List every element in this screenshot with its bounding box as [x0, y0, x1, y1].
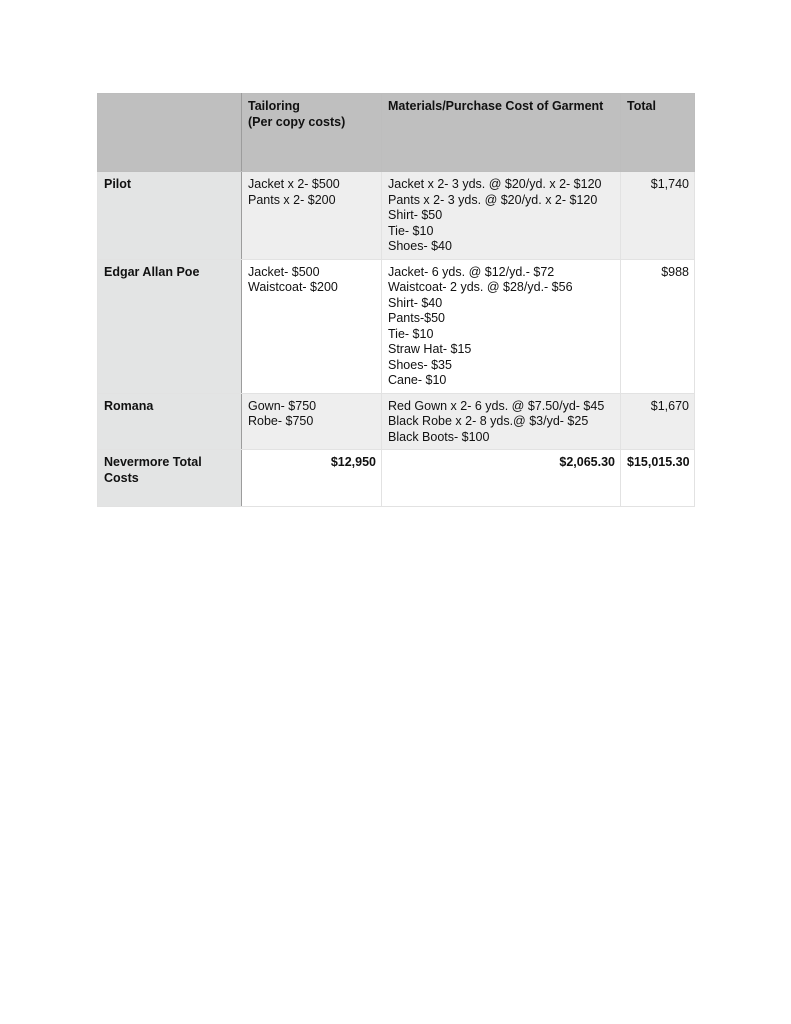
materials-line: Black Boots- $100	[388, 429, 490, 444]
header-materials: Materials/Purchase Cost of Garment	[382, 94, 621, 172]
materials-cell	[382, 172, 621, 260]
materials-line: Black Robe x 2- 8 yds.@ $3/yd- $25	[388, 414, 589, 428]
summary-row	[98, 450, 695, 507]
table-row	[98, 393, 695, 450]
materials-line: Straw Hat- $15	[388, 342, 472, 356]
tailoring-line: Jacket- $500	[248, 264, 320, 279]
summary-label	[98, 450, 242, 507]
materials-line: Shoes- $35	[388, 357, 452, 372]
table-row	[98, 172, 695, 260]
materials-line: Shirt- $40	[388, 295, 443, 310]
materials-line: Shoes- $40	[388, 239, 452, 253]
tailoring-cell	[242, 393, 382, 450]
row-total: $1,740	[621, 172, 695, 260]
table-row	[98, 259, 695, 393]
tailoring-cell	[242, 172, 382, 260]
materials-line: Tie- $10	[388, 223, 434, 238]
materials-line: Pants x 2- 3 yds. @ $20/yd. x 2- $120	[388, 192, 598, 207]
header-total: Total	[621, 94, 695, 172]
costume-cost-table	[97, 93, 695, 507]
summary-materials-total: $2,065.30	[382, 450, 621, 507]
materials-line: Waistcoat- 2 yds. @ $28/yd.- $56	[388, 280, 573, 294]
tailoring-line: Pants x 2- $200	[248, 192, 336, 207]
header-tailoring-subtitle: (Per copy costs)	[248, 114, 346, 129]
row-label-pilot: Pilot	[98, 172, 242, 260]
materials-line: Red Gown x 2- 6 yds. @ $7.50/yd- $45	[388, 398, 605, 413]
tailoring-line: Robe- $750	[248, 414, 314, 428]
header-row	[98, 94, 695, 172]
materials-line: Jacket- 6 yds. @ $12/yd.- $72	[388, 264, 555, 279]
header-tailoring-title: Tailoring	[248, 99, 300, 113]
row-label-romana: Romana	[98, 393, 242, 450]
summary-label-line: Costs	[104, 470, 139, 485]
materials-cell	[382, 393, 621, 450]
tailoring-line: Waistcoat- $200	[248, 280, 338, 294]
tailoring-line: Gown- $750	[248, 398, 317, 413]
materials-line: Tie- $10	[388, 326, 434, 341]
header-corner-cell	[98, 94, 242, 172]
materials-line: Cane- $10	[388, 373, 447, 387]
row-label-edgar-allan-poe: Edgar Allan Poe	[98, 259, 242, 393]
summary-tailoring-total: $12,950	[242, 450, 382, 507]
summary-label-line: Nevermore Total	[104, 455, 202, 469]
row-total: $988	[621, 259, 695, 393]
materials-cell	[382, 259, 621, 393]
tailoring-cell	[242, 259, 382, 393]
tailoring-line: Jacket x 2- $500	[248, 177, 340, 191]
summary-grand-total: $15,015.30	[621, 450, 695, 507]
materials-line: Jacket x 2- 3 yds. @ $20/yd. x 2- $120	[388, 177, 602, 191]
header-tailoring	[242, 94, 382, 172]
materials-line: Shirt- $50	[388, 208, 443, 222]
row-total: $1,670	[621, 393, 695, 450]
materials-line: Pants-$50	[388, 311, 445, 325]
